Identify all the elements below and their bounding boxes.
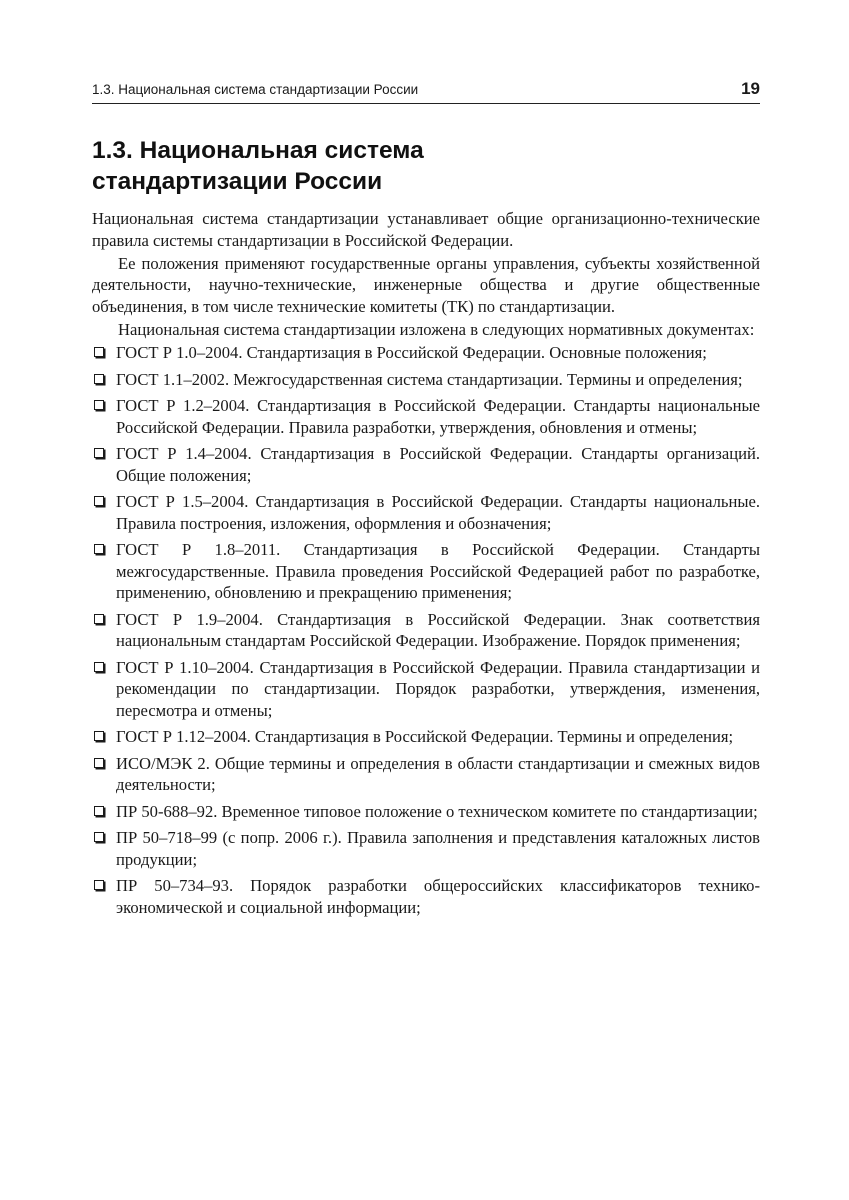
- documents-list: [92, 342, 760, 918]
- list-item-text: ГОСТ Р 1.8–2011. Стандартизация в Российской Федерации. Стандарты межгосударственные. Правила проведения Российской Федерацией работ по разработке, применению, обновлению и прекращению применения;: [116, 540, 760, 602]
- running-title: 1.3. Национальная система стандартизации России: [92, 82, 419, 97]
- list-item-text: ГОСТ Р 1.0–2004. Стандартизация в Российской Федерации. Основные положения;: [116, 343, 707, 362]
- list-item-text: ГОСТ Р 1.5–2004. Стандартизация в Российской Федерации. Стандарты национальные. Правила построения, изложения, оформления и обозначения;: [116, 492, 760, 533]
- list-item-text: ГОСТ Р 1.12–2004. Стандартизация в Российской Федерации. Термины и определения;: [116, 727, 734, 746]
- list-item: [92, 827, 760, 870]
- checkbox-bullet-icon: [94, 496, 104, 506]
- checkbox-bullet-icon: [94, 662, 104, 672]
- list-item: [92, 395, 760, 438]
- checkbox-bullet-icon: [94, 347, 104, 357]
- section-heading: [92, 135, 760, 197]
- list-item: [92, 657, 760, 722]
- list-item-text: ГОСТ Р 1.2–2004. Стандартизация в Российской Федерации. Стандарты национальные Российской Федерации. Правила разработки, утверждения, обновления и отмены;: [116, 396, 760, 437]
- list-item-text: ГОСТ 1.1–2002. Межгосударственная система стандартизации. Термины и определения;: [116, 369, 743, 389]
- checkbox-bullet-icon: [94, 731, 104, 741]
- list-item: [92, 369, 760, 391]
- list-item: [92, 875, 760, 918]
- checkbox-bullet-icon: [94, 806, 104, 816]
- checkbox-bullet-icon: [94, 880, 104, 890]
- list-item: [92, 491, 760, 534]
- section-heading-line-1: 1.3. Национальная система: [92, 137, 424, 164]
- section-body: [92, 208, 760, 923]
- page-number: 19: [741, 79, 760, 98]
- list-item: [92, 342, 760, 364]
- list-item: [92, 443, 760, 486]
- list-item: [92, 609, 760, 652]
- list-item: [92, 801, 760, 823]
- paragraph-intro: Национальная система стандартизации устанавливает общие организационно-технические правила системы стандартизации в Российской Федерации.: [92, 209, 760, 250]
- running-header: [92, 79, 760, 104]
- list-item: [92, 726, 760, 748]
- paragraph-documents-lead: Национальная система стандартизации изложена в следующих нормативных документах:: [118, 319, 755, 339]
- checkbox-bullet-icon: [94, 544, 104, 554]
- list-item-text: ПР 50–734–93. Порядок разработки общероссийских классификаторов технико-экономической и социальной информации;: [116, 876, 760, 917]
- section-heading-line-2: стандартизации России: [92, 168, 383, 195]
- paragraph-scope: Ее положения применяют государственные органы управления, субъекты хозяйственной деятельности, научно-технические, инженерные общества и другие общественные объединения, в том числе технические комитеты (ТК) по стандартизации.: [92, 253, 760, 316]
- list-item-text: ПР 50-688–92. Временное типовое положение о техническом комитете по стандартизации;: [116, 801, 758, 821]
- checkbox-bullet-icon: [94, 614, 104, 624]
- checkbox-bullet-icon: [94, 448, 104, 458]
- checkbox-bullet-icon: [94, 400, 104, 410]
- list-item-text: ПР 50–718–99 (с попр. 2006 г.). Правила заполнения и представления каталожных листов продукции;: [116, 828, 760, 869]
- list-item-text: ИСО/МЭК 2. Общие термины и определения в области стандартизации и смежных видов деятельности;: [116, 753, 760, 794]
- checkbox-bullet-icon: [94, 832, 104, 842]
- list-item-text: ГОСТ Р 1.4–2004. Стандартизация в Российской Федерации. Стандарты организаций. Общие положения;: [116, 444, 760, 485]
- list-item-text: ГОСТ Р 1.10–2004. Стандартизация в Российской Федерации. Правила стандартизации и рекомендации по стандартизации. Порядок разработки, утверждения, изменения, пересмотра и отмены;: [116, 657, 760, 720]
- list-item: [92, 539, 760, 604]
- list-item: [92, 753, 760, 796]
- checkbox-bullet-icon: [94, 374, 104, 384]
- checkbox-bullet-icon: [94, 758, 104, 768]
- list-item-text: ГОСТ Р 1.9–2004. Стандартизация в Российской Федерации. Знак соответствия национальным стандартам Российской Федерации. Изображение. Порядок применения;: [116, 609, 760, 650]
